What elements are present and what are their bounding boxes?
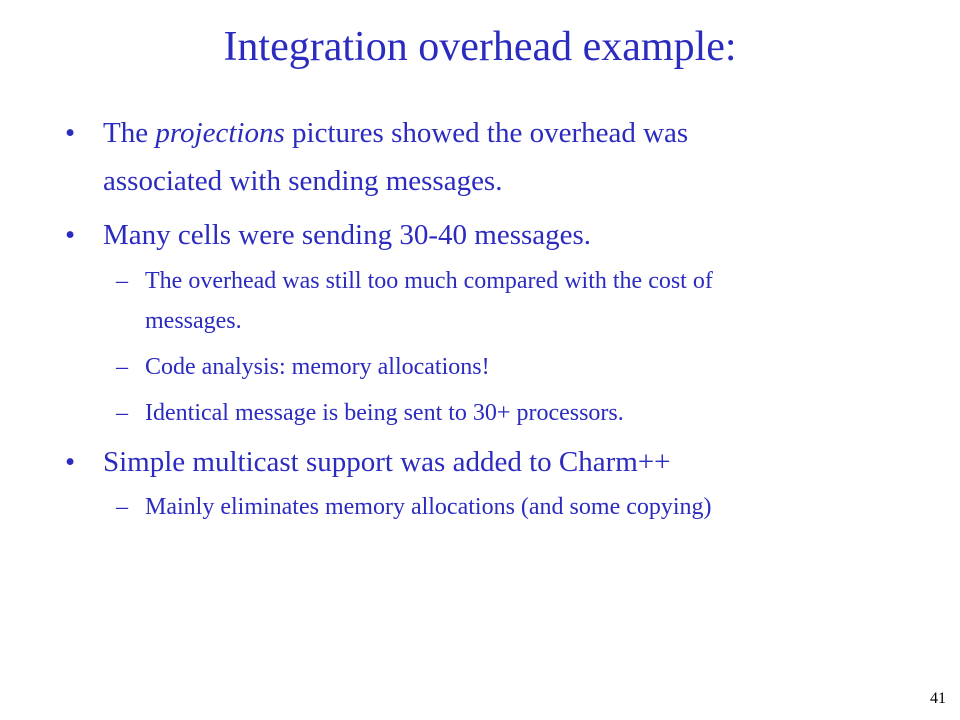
sub-bullet-marker: – [116, 494, 128, 520]
bullet-text: Many cells were sending 30-40 messages. [103, 219, 592, 251]
bullet-text: Simple multicast support was added to Charm++ [103, 446, 671, 478]
sub-bullet-text: The overhead was still too much compared with the cost of [145, 268, 713, 294]
bullet-text-continuation: associated with sending messages. [103, 165, 503, 197]
sub-bullet-text: Mainly eliminates memory allocations (and some copying) [145, 494, 712, 520]
bullet-line [103, 116, 688, 150]
bullet-marker: • [65, 219, 76, 251]
bullet-text-italic: projections [155, 117, 285, 149]
slide-title: Integration overhead example: [223, 24, 737, 70]
bullet-marker: • [65, 117, 76, 149]
sub-bullet-marker: – [116, 400, 128, 426]
sub-bullet-text: Code analysis: memory allocations! [145, 354, 490, 380]
page-number: 41 [930, 690, 946, 707]
bullet-marker: • [65, 446, 76, 478]
sub-bullet-text-continuation: messages. [145, 308, 242, 334]
sub-bullet-marker: – [116, 354, 128, 380]
sub-bullet-text: Identical message is being sent to 30+ processors. [145, 400, 624, 426]
bullet-text-suffix: pictures showed the overhead was [284, 117, 689, 149]
bullet-text-prefix: The [103, 117, 156, 149]
sub-bullet-marker: – [116, 268, 128, 294]
